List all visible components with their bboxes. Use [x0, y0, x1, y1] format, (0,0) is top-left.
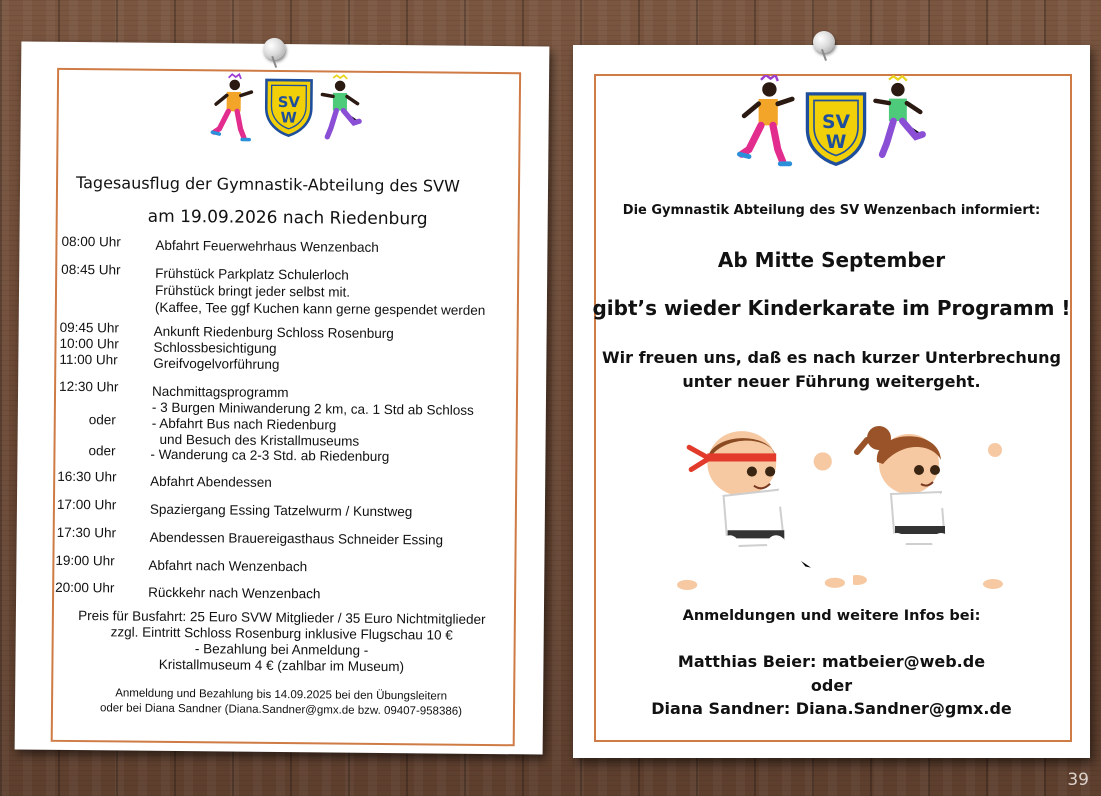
logo-group [737, 69, 927, 189]
svw-crest-logo [262, 76, 315, 138]
schedule-time: 17:00 Uhr [56, 496, 117, 513]
schedule-time: 12:30 Uhr [59, 378, 119, 395]
trip-flyer [15, 41, 550, 754]
karate-boy-illustration [675, 423, 845, 595]
price-line: zzgl. Eintritt Schloss Rosenburg inklusive Flugschau 10 € [110, 624, 453, 643]
schedule-text: Abendessen Brauereigasthaus Schneider Essing [149, 529, 444, 548]
karate-flyer [573, 45, 1090, 758]
svw-crest-logo [803, 89, 869, 167]
schedule-text: Ankunft Riedenburg Schloss Rosenburg [153, 323, 394, 342]
dancer-figure-icon [318, 70, 363, 150]
schedule-text: Abfahrt Abendessen [150, 473, 272, 490]
registration-info [51, 686, 511, 720]
schedule-text: Schlossbesichtigung [153, 339, 277, 356]
schedule-text: und Besuch des Kristallmuseums [159, 431, 360, 449]
schedule-time: 20:00 Uhr [55, 579, 115, 596]
schedule-time: 19:00 Uhr [55, 552, 115, 569]
schedule-text: Abfahrt Feuerwehrhaus Wenzenbach [155, 237, 379, 255]
intro-text: Die Gymnastik Abteilung des SV Wenzenbach informiert: [622, 203, 1041, 218]
trip-date-title: am 19.09.2026 nach Riedenburg [147, 206, 428, 230]
dancer-figure-icon [210, 69, 255, 149]
dancer-figure-icon [871, 73, 927, 169]
contact-or: oder [810, 676, 853, 695]
push-pin-icon [263, 38, 285, 60]
schedule-alternative: oder [88, 443, 116, 459]
schedule-alternative: oder [88, 412, 116, 428]
schedule-time: 09:45 Uhr [59, 319, 120, 336]
schedule-text: - Abfahrt Bus nach Riedenburg [151, 415, 337, 433]
message-line: unter neuer Führung weitergeht. [682, 372, 981, 391]
price-info [51, 608, 512, 676]
push-pin-icon [813, 31, 835, 53]
schedule-time: 08:00 Uhr [61, 233, 121, 250]
price-line: - Bezahlung bei Anmeldung - [194, 641, 369, 658]
schedule-text: Abfahrt nach Wenzenbach [148, 557, 308, 575]
schedule-time: 08:45 Uhr [61, 261, 121, 278]
schedule-time: 17:30 Uhr [56, 524, 117, 541]
schedule-time: 11:00 Uhr [59, 351, 118, 368]
headline-program: gibt’s wieder Kinderkarate im Programm ! [592, 296, 1071, 320]
registration-line: oder bei Diana Sandner (Diana.Sandner@gmx.de bzw. 09407-958386) [99, 702, 463, 718]
headline-date: Ab Mitte September [717, 248, 946, 272]
trip-title: Tagesausflug der Gymnastik-Abteilung des SVW [75, 173, 460, 196]
schedule-text: Frühstück bringt jeder selbst mit. [154, 282, 351, 300]
price-line: Kristallmuseum 4 € (zahlbar im Museum) [158, 656, 405, 675]
registration-line: Anmeldung und Bezahlung bis 14.09.2025 bei den Übungsleitern [115, 687, 448, 703]
contact-diana: Diana Sandner: Diana.Sandner@gmx.de [651, 699, 1012, 718]
schedule-time: 10:00 Uhr [59, 335, 119, 352]
contact-matthias: Matthias Beier: matbeier@web.de [677, 652, 986, 671]
dancer-figure-icon [737, 75, 797, 171]
schedule-time: 16:30 Uhr [57, 468, 117, 485]
schedule-text: Frühstück Parkplatz Schulerloch [155, 265, 349, 283]
schedule-text: Rückkehr nach Wenzenbach [148, 584, 321, 602]
schedule-text: Greifvogelvorführung [153, 355, 280, 372]
schedule-text: (Kaffee, Tee ggf Kuchen kann gerne gespendet werden [154, 299, 486, 318]
schedule-text: - 3 Burgen Miniwanderung 2 km, ca. 1 Std ab Schloss [151, 399, 474, 418]
price-line: Preis für Busfahrt: 25 Euro SVW Mitglieder / 35 Euro Nichtmitglieder [78, 608, 486, 627]
contact-title: Anmeldungen und weitere Infos bei: [682, 608, 981, 624]
schedule-text: Spaziergang Essing Tatzelwurm / Kunstweg [149, 501, 413, 520]
message-line: Wir freuen uns, daß es nach kurzer Unterbrechung [602, 348, 1061, 367]
logo-group [210, 67, 371, 159]
schedule-text: Nachmittagsprogramm [151, 383, 289, 401]
schedule-text: - Wanderung ca 2-3 Std. ab Riedenburg [150, 446, 390, 465]
page-number: 39 [1067, 770, 1089, 790]
karate-girl-illustration [853, 421, 1013, 593]
